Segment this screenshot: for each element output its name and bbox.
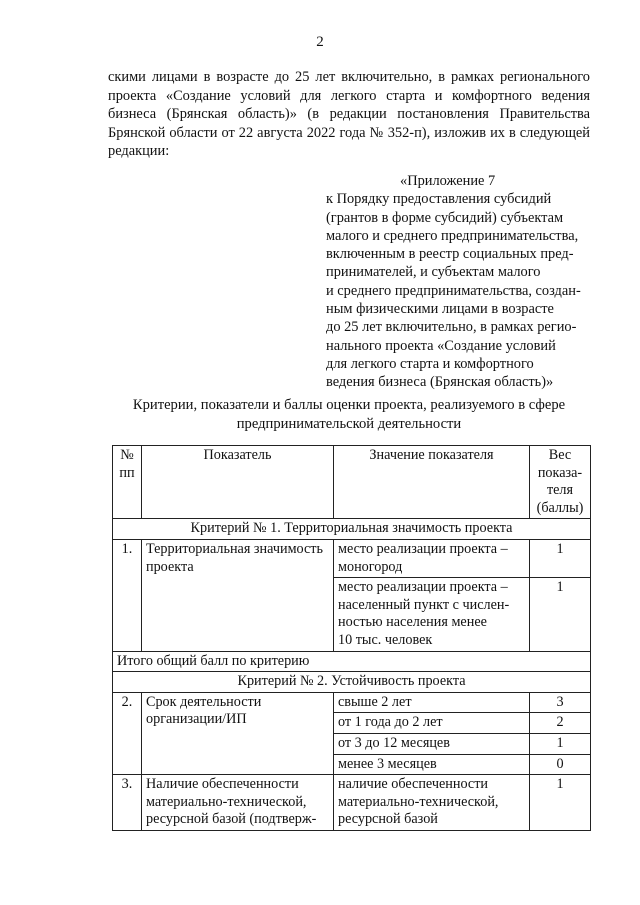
cell-text: ресурсной базой (подтверж- — [146, 811, 317, 828]
appendix-title: «Приложение 7 — [400, 173, 496, 189]
intro-line: проекта «Создание условий для легкого старта и комфортного ведения — [108, 87, 590, 104]
cell-text: материально-технической, — [338, 793, 499, 810]
header-text: Вес — [548, 447, 572, 463]
cell-text: проекта — [146, 558, 194, 575]
cell-text: место реализации проекта – — [338, 540, 508, 557]
header-indicator: Показатель — [142, 446, 334, 519]
total-label: Итого общий балл по критерию — [113, 651, 591, 672]
cell-text: Территориальная значимость — [146, 540, 323, 557]
cell-text: моногород — [338, 558, 403, 575]
cell-text: Наличие обеспеченности — [146, 776, 299, 793]
header-text: № — [120, 447, 134, 463]
indicator-cell — [142, 539, 334, 651]
indicator-cell — [142, 775, 334, 831]
header-text: теля — [546, 482, 574, 499]
appendix-line: принимателей, и субъектам малого — [326, 264, 541, 281]
criterion-row — [113, 672, 591, 693]
appendix-line: нального проекта «Создание условий — [326, 337, 556, 354]
score-cell: 1 — [530, 578, 591, 651]
criteria-table — [112, 445, 591, 831]
page-number: 2 — [316, 34, 324, 50]
cell-text: Срок деятельности — [146, 693, 262, 710]
heading-line: предпринимательской деятельности — [236, 415, 462, 432]
header-weight — [530, 446, 591, 519]
score-cell: 0 — [530, 754, 591, 775]
appendix-line: до 25 лет включительно, в рамках регио- — [326, 319, 577, 336]
appendix-line: и среднего предпринимательства, создан- — [326, 282, 581, 299]
value-cell — [334, 539, 530, 577]
row-number: 2. — [113, 692, 142, 774]
cell-text: ресурсной базой — [338, 811, 438, 828]
criterion-row — [113, 519, 591, 540]
intro-line: скими лицами в возрасте до 25 лет включительно, в рамках регионального — [108, 69, 590, 85]
header-number — [113, 446, 142, 519]
cell-text: материально-технической, — [146, 793, 307, 810]
appendix-line: малого и среднего предпринимательства, — [326, 227, 579, 244]
score-cell: 2 — [530, 713, 591, 734]
score-cell: 3 — [530, 692, 591, 713]
value-cell: свыше 2 лет — [334, 692, 530, 713]
score-cell: 1 — [530, 733, 591, 754]
appendix-block — [326, 172, 596, 392]
section-heading — [108, 396, 590, 433]
value-cell: от 1 года до 2 лет — [334, 713, 530, 734]
indicator-cell — [142, 692, 334, 774]
cell-text: 10 тыс. человек — [338, 631, 433, 648]
appendix-line: для легкого старта и комфортного — [326, 355, 534, 372]
table-row — [113, 692, 591, 713]
appendix-line: ным физическими лицами в возрасте — [326, 301, 554, 318]
intro-paragraph — [108, 68, 590, 161]
table-row — [113, 775, 591, 831]
row-number: 1. — [113, 539, 142, 651]
header-value: Значение показателя — [334, 446, 530, 519]
criterion-title: Критерий № 2. Устойчивость проекта — [113, 672, 591, 693]
table-header-row — [113, 446, 591, 519]
criterion-title: Критерий № 1. Территориальная значимость проекта — [113, 519, 591, 540]
header-text: пп — [119, 464, 135, 481]
value-cell: от 3 до 12 месяцев — [334, 733, 530, 754]
intro-line: бизнеса (Брянская область)» (в редакции постановления Правительства — [108, 106, 590, 123]
cell-text: ностью населения менее — [338, 614, 487, 631]
cell-text: населенный пункт с числен- — [338, 596, 510, 613]
appendix-line: ведения бизнеса (Брянская область)» — [326, 374, 554, 391]
cell-text: место реализации проекта – — [338, 579, 508, 596]
table-row — [113, 539, 591, 577]
header-text: показа- — [537, 464, 583, 481]
intro-line: Брянской области от 22 августа 2022 года № 352-п), изложив их в следующей — [108, 124, 590, 141]
value-cell — [334, 775, 530, 831]
intro-line: редакции: — [108, 143, 170, 160]
score-cell: 1 — [530, 775, 591, 831]
appendix-line: включенным в реестр социальных пред- — [326, 246, 574, 263]
heading-line: Критерии, показатели и баллы оценки проекта, реализуемого в сфере — [132, 397, 566, 413]
header-text: (баллы) — [536, 499, 584, 516]
appendix-line: (грантов в форме субсидий) субъектам — [326, 209, 564, 226]
value-cell — [334, 578, 530, 651]
row-number: 3. — [113, 775, 142, 831]
cell-text: наличие обеспеченности — [338, 776, 489, 793]
cell-text: организации/ИП — [146, 711, 247, 728]
value-cell: менее 3 месяцев — [334, 754, 530, 775]
score-cell: 1 — [530, 539, 591, 577]
appendix-line: к Порядку предоставления субсидий — [326, 191, 552, 208]
total-row — [113, 651, 591, 672]
